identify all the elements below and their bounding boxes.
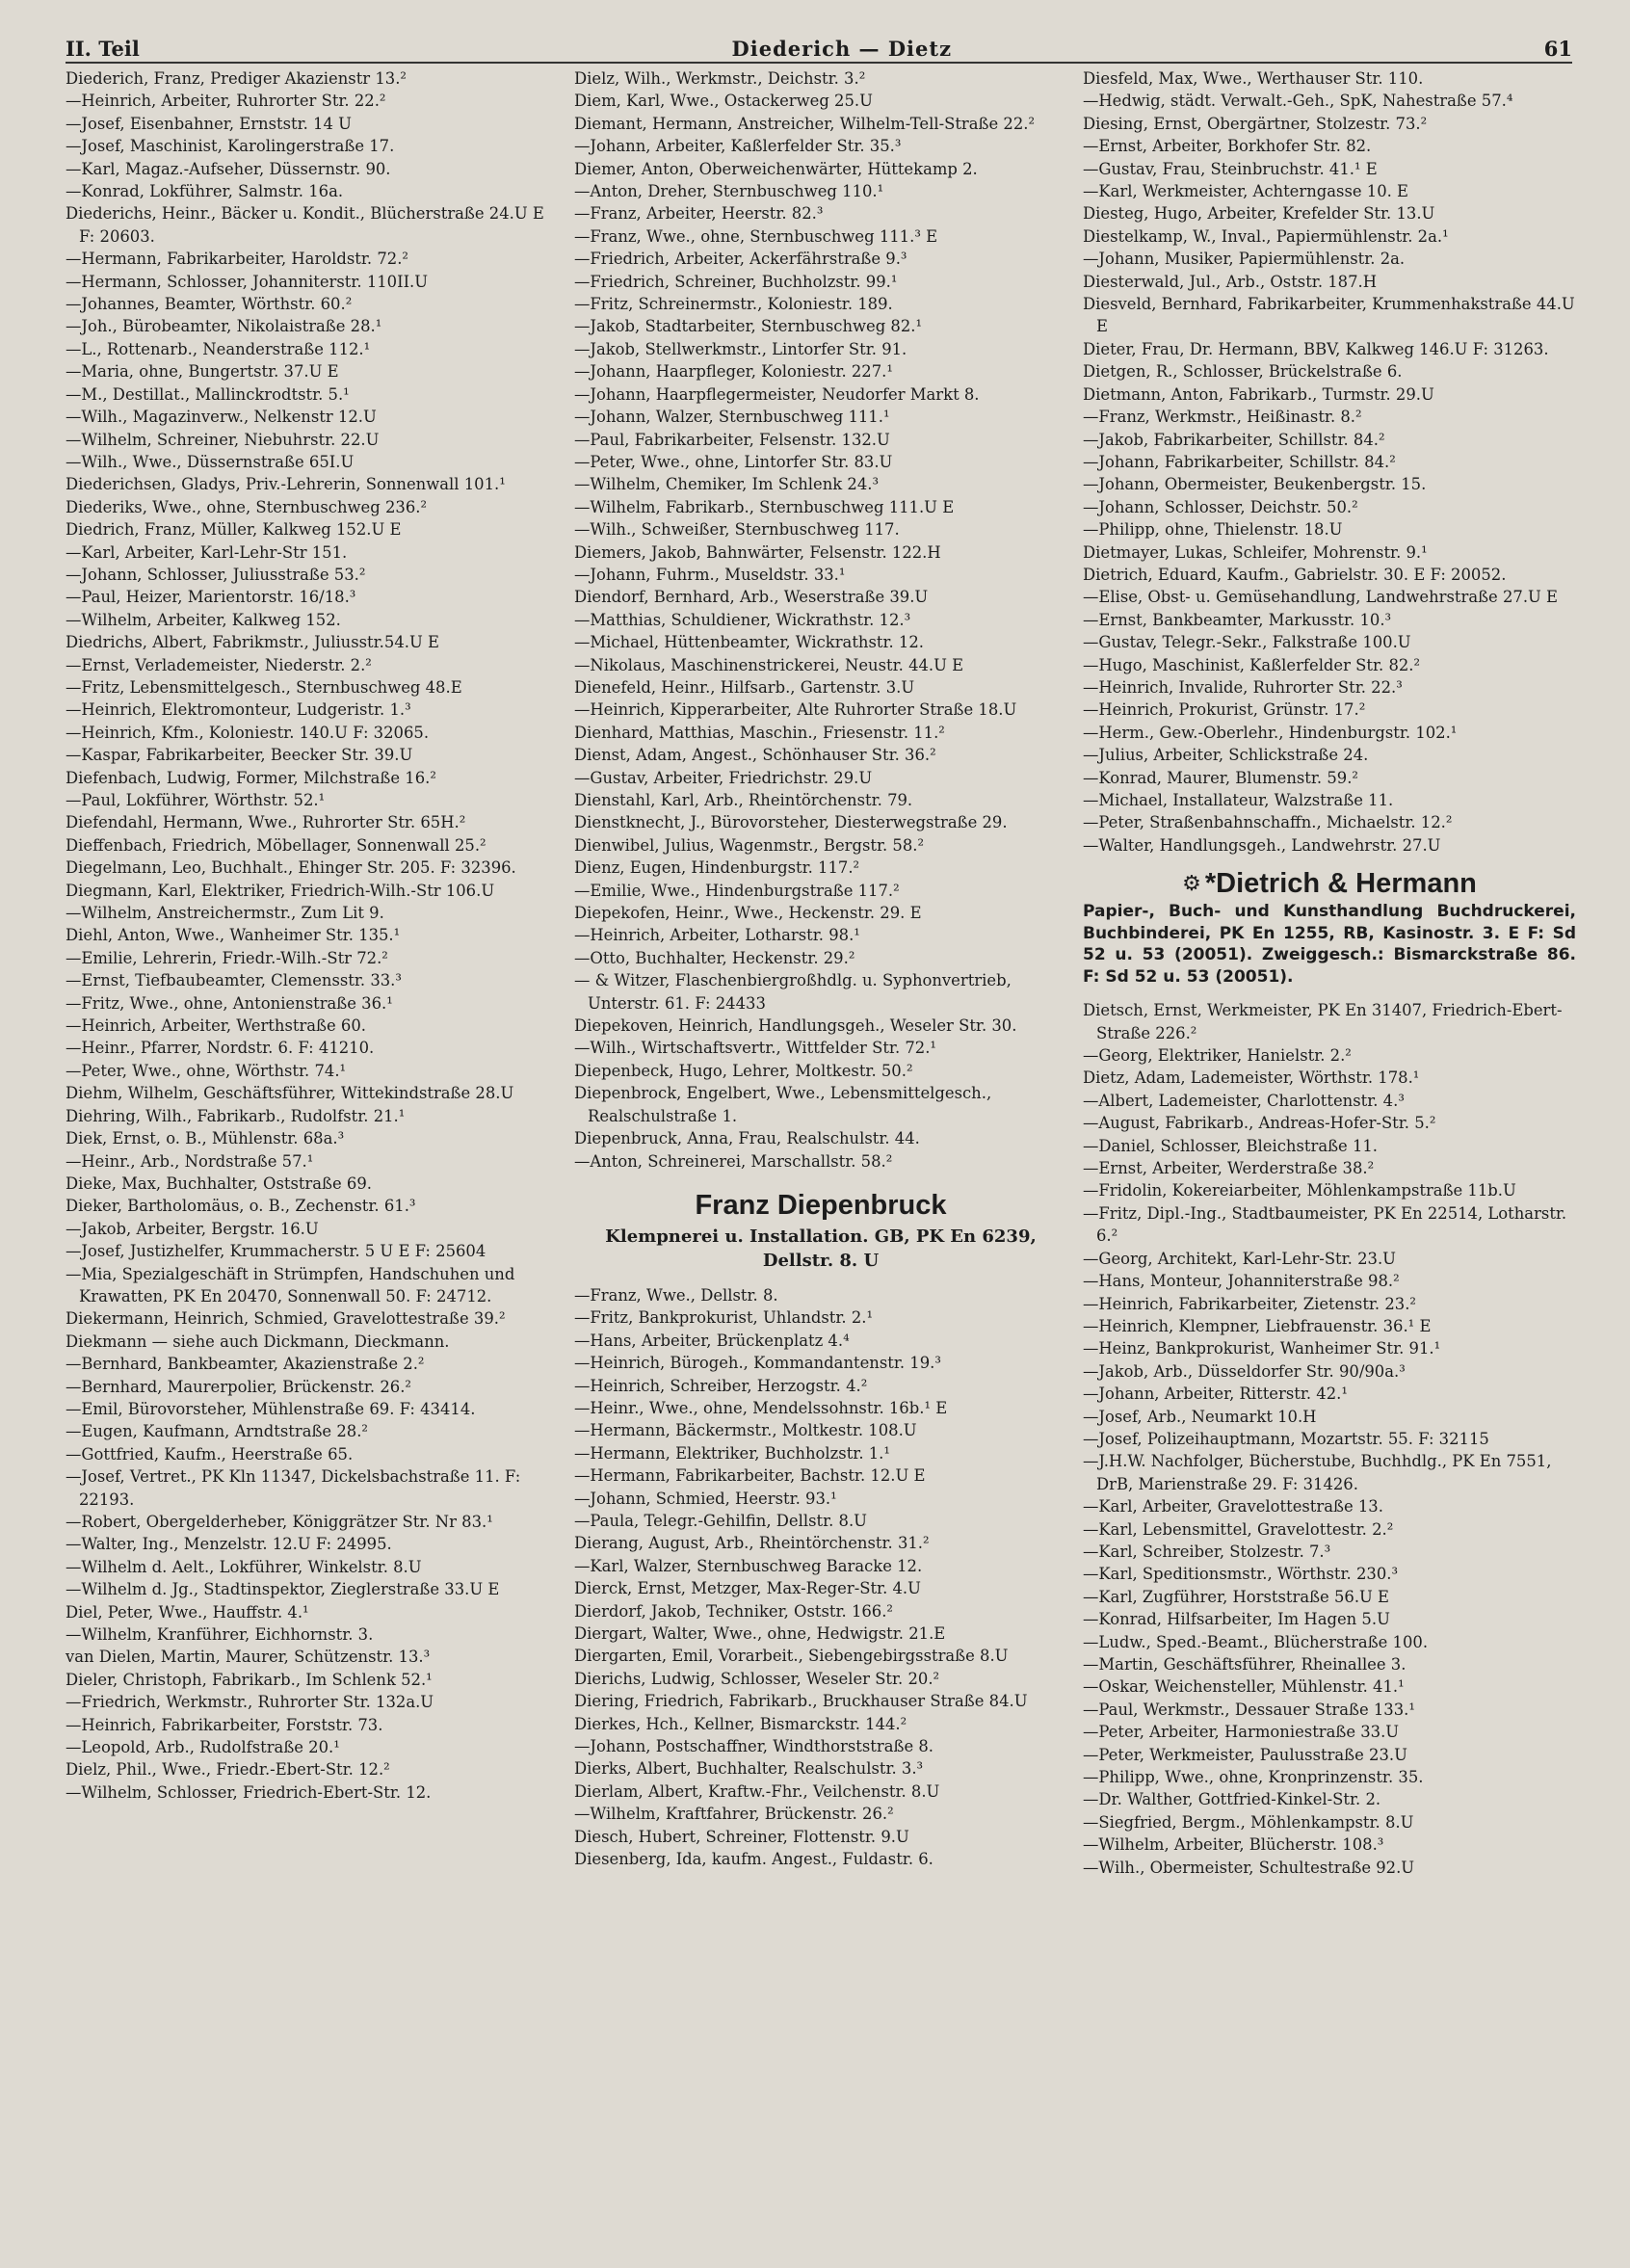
directory-entry: Dierks, Albert, Buchhalter, Realschulstr. 3.³ xyxy=(574,1759,924,1779)
directory-entry: —Ludw., Sped.-Beamt., Blücherstraße 100. xyxy=(1083,1632,1429,1651)
directory-entry: Diederiks, Wwe., ohne, Sternbuschweg 236.² xyxy=(66,497,428,516)
directory-entry: —Karl, Speditionsmstr., Wörthstr. 230.³ xyxy=(1083,1565,1399,1584)
directory-entry: —Bernhard, Bankbeamter, Akazienstraße 2.² xyxy=(66,1355,425,1374)
directory-entry: —M., Destillat., Mallinckrodtstr. 5.¹ xyxy=(66,384,350,404)
directory-entry: Diestelkamp, W., Inval., Papiermühlenstr. 2a.¹ xyxy=(1083,226,1449,246)
directory-entry: —Karl, Magaz.-Aufseher, Düssernstr. 90. xyxy=(66,159,391,178)
directory-entry: —J.H.W. Nachfolger, Bücherstube, Buchhdlg., PK En 7551, DrB, Marienstraße 29. F: 31426. xyxy=(1083,1452,1552,1493)
directory-entry: —August, Fabrikarb., Andreas-Hofer-Str. 5.² xyxy=(1083,1114,1436,1133)
directory-entry: Diesterwald, Jul., Arb., Oststr. 187.H xyxy=(1083,272,1378,291)
directory-entry: —Peter, Arbeiter, Harmoniestraße 33.U xyxy=(1083,1723,1400,1742)
directory-entry: —Heinrich, Kfm., Koloniestr. 140.U F: 32065. xyxy=(66,723,430,742)
gear-logo-icon: ⚙ xyxy=(1182,871,1201,896)
directory-entry: —Hermann, Fabrikarbeiter, Bachstr. 12.U E xyxy=(574,1466,926,1486)
directory-entry: —Johann, Musiker, Papiermühlenstr. 2a. xyxy=(1083,250,1406,269)
directory-entry: —Jakob, Arbeiter, Bergstr. 16.U xyxy=(66,1219,319,1238)
directory-entry: —Jakob, Fabrikarbeiter, Schillstr. 84.² xyxy=(1083,430,1385,449)
directory-entry: —Gustav, Frau, Steinbruchstr. 41.¹ E xyxy=(1083,159,1378,178)
directory-entry: Diepenbruck, Anna, Frau, Realschulstr. 44. xyxy=(574,1129,920,1148)
directory-entry: —Karl, Lebensmittel, Gravelottestr. 2.² xyxy=(1083,1519,1394,1539)
directory-entry: —Herm., Gew.-Oberlehr., Hindenburgstr. 102.¹ xyxy=(1083,723,1458,742)
directory-entry: Diem, Karl, Wwe., Ostackerweg 25.U xyxy=(574,92,873,111)
directory-entry: —Hermann, Bäckermstr., Moltkestr. 108.U xyxy=(574,1421,917,1440)
directory-entry: —Franz, Wwe., ohne, Sternbuschweg 111.³ E xyxy=(574,226,938,246)
directory-entry: —Peter, Werkmeister, Paulusstraße 23.U xyxy=(1083,1745,1407,1764)
directory-entry: Dietgen, R., Schlosser, Brückelstraße 6. xyxy=(1083,362,1403,382)
column-3-top xyxy=(1083,67,1576,857)
directory-entry: —Heinrich, Fabrikarbeiter, Zietenstr. 23.² xyxy=(1083,1294,1416,1313)
directory-entry: Dienhard, Matthias, Maschin., Friesenstr. 11.² xyxy=(574,723,945,742)
directory-entry: —Fritz, Bankprokurist, Uhlandstr. 2.¹ xyxy=(574,1308,874,1328)
directory-entry: Dieker, Bartholomäus, o. B., Zechenstr. 61.³ xyxy=(66,1197,416,1216)
directory-entry: —Friedrich, Werkmstr., Ruhrorter Str. 132a.U xyxy=(66,1693,434,1712)
directory-entry: —Johann, Arbeiter, Ritterstr. 42.¹ xyxy=(1083,1385,1348,1404)
directory-entry: —Johann, Postschaffner, Windthorststraße 8. xyxy=(574,1737,933,1756)
directory-entry: Dieke, Max, Buchhalter, Oststraße 69. xyxy=(66,1174,372,1193)
directory-entry: Diederichs, Heinr., Bäcker u. Kondit., Blücherstraße 24.U E F: 20603. xyxy=(66,204,544,246)
directory-entry: Dienstahl, Karl, Arb., Rheintörchenstr. 79. xyxy=(574,791,913,809)
column-2-top xyxy=(574,67,1067,1173)
column-3 xyxy=(1083,67,1576,1879)
directory-entry: Diergarten, Emil, Vorarbeit., Siebengebirgsstraße 8.U xyxy=(574,1647,1009,1666)
directory-entry: —Jakob, Stadtarbeiter, Sternbuschweg 82.¹ xyxy=(574,317,923,336)
directory-entry: —Elise, Obst- u. Gemüsehandlung, Landwehrstraße 27.U E xyxy=(1083,588,1559,607)
directory-entry: Diederichsen, Gladys, Priv.-Lehrerin, Sonnenwall 101.¹ xyxy=(66,475,506,494)
directory-entry: —Heinrich, Schreiber, Herzogstr. 4.² xyxy=(574,1376,868,1395)
directory-entry: —Walter, Handlungsgeh., Landwehrstr. 27.U xyxy=(1083,835,1441,855)
directory-entry: —Johannes, Beamter, Wörthstr. 60.² xyxy=(66,295,353,314)
directory-entry: Diehm, Wilhelm, Geschäftsführer, Wittekindstraße 28.U xyxy=(66,1084,514,1103)
directory-entry: —Heinrich, Arbeiter, Lotharstr. 98.¹ xyxy=(574,926,860,945)
directory-entry: —Hans, Monteur, Johanniterstraße 98.² xyxy=(1083,1272,1400,1291)
column-2 xyxy=(574,67,1067,1879)
directory-entry: —Peter, Wwe., ohne, Lintorfer Str. 83.U xyxy=(574,452,893,471)
directory-entry: —Karl, Werkmeister, Achterngasse 10. E xyxy=(1083,182,1409,201)
directory-entry: —Heinrich, Arbeiter, Werthstraße 60. xyxy=(66,1016,366,1036)
directory-entry: —Karl, Arbeiter, Karl-Lehr-Str 151. xyxy=(66,542,348,562)
directory-entry: —Hedwig, städt. Verwalt.-Geh., SpK, Nahestraße 57.⁴ xyxy=(1083,92,1513,111)
directory-entry: —Kaspar, Fabrikarbeiter, Beecker Str. 39.U xyxy=(66,746,413,765)
directory-entry: —Hermann, Fabrikarbeiter, Haroldstr. 72.² xyxy=(66,250,408,269)
directory-entry: Diepenbrock, Engelbert, Wwe., Lebensmittelgesch., Realschulstraße 1. xyxy=(574,1084,992,1125)
directory-entry: —Daniel, Schlosser, Bleichstraße 11. xyxy=(1083,1136,1379,1155)
directory-entry: —Franz, Arbeiter, Heerstr. 82.³ xyxy=(574,204,824,224)
directory-entry: —Ernst, Tiefbaubeamter, Clemensstr. 33.³ xyxy=(66,971,402,990)
directory-entry: —Georg, Architekt, Karl-Lehr-Str. 23.U xyxy=(1083,1249,1396,1268)
directory-entry: —Wilhelm, Anstreichermstr., Zum Lit 9. xyxy=(66,904,384,923)
directory-entry: —Wilh., Obermeister, Schultestraße 92.U xyxy=(1083,1858,1415,1877)
directory-entry: —Paul, Werkmstr., Dessauer Straße 133.¹ xyxy=(1083,1700,1415,1719)
directory-entry: —Paul, Lokführer, Wörthstr. 52.¹ xyxy=(66,791,326,809)
directory-entry: Dierkes, Hch., Kellner, Bismarckstr. 144.² xyxy=(574,1714,907,1733)
directory-entry: Dieffenbach, Friedrich, Möbellager, Sonnenwall 25.² xyxy=(66,835,486,855)
directory-entry: —Karl, Schreiber, Stolzestr. 7.³ xyxy=(1083,1542,1331,1561)
directory-entry: —Wilhelm, Schreiner, Niebuhrstr. 22.U xyxy=(66,430,380,449)
directory-entry: Dieter, Frau, Dr. Hermann, BBV, Kalkweg 146.U F: 31263. xyxy=(1083,339,1549,358)
directory-entry: —Matthias, Schuldiener, Wickrathstr. 12.³ xyxy=(574,610,911,629)
directory-entry: Diepekoven, Heinrich, Handlungsgeh., Weseler Str. 30. xyxy=(574,1016,1017,1036)
directory-entry: —Heinr., Arb., Nordstraße 57.¹ xyxy=(66,1151,314,1171)
directory-entry: Diegelmann, Leo, Buchhalt., Ehinger Str. 205. F: 32396. xyxy=(66,858,516,878)
directory-entry: —Michael, Installateur, Walzstraße 11. xyxy=(1083,791,1394,809)
directory-entry: Diesveld, Bernhard, Fabrikarbeiter, Krummenhakstraße 44.U E xyxy=(1083,295,1575,336)
directory-entry: Dielz, Phil., Wwe., Friedr.-Ebert-Str. 12.² xyxy=(66,1760,390,1780)
directory-entry: —Michael, Hüttenbeamter, Wickrathstr. 12. xyxy=(574,633,924,652)
ad-body: Klempnerei u. Installation. GB, PK En 6239, Dellstr. 8. U xyxy=(605,1226,1037,1271)
page-header xyxy=(66,37,1572,64)
directory-entry: Dierang, August, Arb., Rheintörchenstr. 31.² xyxy=(574,1534,930,1553)
directory-entry: —Fridolin, Kokereiarbeiter, Möhlenkampstraße 11b.U xyxy=(1083,1181,1516,1200)
directory-entry: —Franz, Wwe., Dellstr. 8. xyxy=(574,1285,778,1305)
directory-entry: Diepekofen, Heinr., Wwe., Heckenstr. 29. E xyxy=(574,904,922,923)
directory-entry: —Philipp, ohne, Thielenstr. 18.U xyxy=(1083,520,1343,540)
directory-entry: Diedrich, Franz, Müller, Kalkweg 152.U E xyxy=(66,520,402,540)
directory-entry: —Fritz, Lebensmittelgesch., Sternbuschweg 48.E xyxy=(66,677,462,697)
directory-entry: —Wilhelm, Arbeiter, Kalkweg 152. xyxy=(66,610,341,629)
directory-entry: —Friedrich, Arbeiter, Ackerfährstraße 9.³ xyxy=(574,250,907,269)
directory-entry: Diemers, Jakob, Bahnwärter, Felsenstr. 122.H xyxy=(574,542,941,562)
directory-entry: Dierck, Ernst, Metzger, Max-Reger-Str. 4.U xyxy=(574,1579,921,1598)
directory-entry: —Peter, Straßenbahnschaffn., Michaelstr. 12.² xyxy=(1083,813,1453,832)
ad-title xyxy=(1083,866,1576,901)
directory-entry: —Wilhelm, Chemiker, Im Schlenk 24.³ xyxy=(574,475,880,494)
directory-entry: —Ernst, Arbeiter, Werderstraße 38.² xyxy=(1083,1159,1375,1178)
directory-entry: —Wilhelm, Fabrikarb., Sternbuschweg 111.U E xyxy=(574,497,955,516)
directory-entry: —Emilie, Lehrerin, Friedr.-Wilh.-Str 72.² xyxy=(66,948,388,967)
directory-entry: —Philipp, Wwe., ohne, Kronprinzenstr. 35. xyxy=(1083,1768,1424,1787)
directory-entry: Dienz, Eugen, Hindenburgstr. 117.² xyxy=(574,858,860,878)
directory-entry: —Emil, Bürovorsteher, Mühlenstraße 69. F: 43414. xyxy=(66,1399,476,1418)
directory-entry: —Wilhelm, Kraftfahrer, Brückenstr. 26.² xyxy=(574,1805,894,1824)
column-1 xyxy=(66,67,559,1879)
directory-entry: Dietmayer, Lukas, Schleifer, Mohrenstr. 9.¹ xyxy=(1083,542,1428,562)
directory-entry: —Paula, Telegr.-Gehilfin, Dellstr. 8.U xyxy=(574,1511,867,1530)
directory-entry: —Wilh., Schweißer, Sternbuschweg 117. xyxy=(574,520,900,540)
directory-entry: —Josef, Vertret., PK Kln 11347, Dickelsbachstraße 11. F: 22193. xyxy=(66,1467,521,1509)
directory-entry: Dienefeld, Heinr., Hilfsarb., Gartenstr. 3.U xyxy=(574,677,915,697)
directory-entry: —Mia, Spezialgeschäft in Strümpfen, Handschuhen und Krawatten, PK En 20470, Sonnenwall 50. F: 24712. xyxy=(66,1264,515,1305)
ad-body: Papier-, Buch- und Kunsthandlung Buchdruckerei, Buchbinderei, PK En 1255, RB, Kasinostr. 3. E F: Sd 52 u. 53 (20051). Zweiggesch.: Bismarckstraße 86. F: Sd 52 u. 53 (20051). xyxy=(1083,902,1576,987)
directory-entry: —Fritz, Dipl.-Ing., Stadtbaumeister, PK En 22514, Lotharstr. 6.² xyxy=(1083,1203,1567,1246)
directory-entry: —Johann, Haarpfleger, Koloniestr. 227.¹ xyxy=(574,362,893,382)
directory-entry: —Heinrich, Fabrikarbeiter, Forststr. 73. xyxy=(66,1715,383,1734)
directory-entry: —Hans, Arbeiter, Brückenplatz 4.⁴ xyxy=(574,1331,850,1350)
directory-entry: —Wilhelm, Kranführer, Eichhornstr. 3. xyxy=(66,1625,374,1645)
directory-entry: —Emilie, Wwe., Hindenburgstraße 117.² xyxy=(574,881,900,900)
directory-entry: —Heinrich, Klempner, Liebfrauenstr. 36.¹ E xyxy=(1083,1316,1432,1335)
page-number: 61 xyxy=(1543,37,1572,61)
advertisement-dietrich-hermann xyxy=(1083,866,1576,988)
directory-entry: Dielz, Wilh., Werkmstr., Deichstr. 3.² xyxy=(574,69,866,88)
directory-entry: —L., Rottenarb., Neanderstraße 112.¹ xyxy=(66,339,371,358)
directory-entry: —Fritz, Schreinermstr., Koloniestr. 189. xyxy=(574,295,893,314)
directory-entry: —Karl, Walzer, Sternbuschweg Baracke 12. xyxy=(574,1556,923,1575)
directory-entry: —Leopold, Arb., Rudolfstraße 20.¹ xyxy=(66,1738,340,1757)
directory-entry: —Johann, Haarpflegermeister, Neudorfer Markt 8. xyxy=(574,384,980,404)
directory-entry: —Oskar, Weichensteller, Mühlenstr. 41.¹ xyxy=(1083,1677,1405,1697)
directory-entry: —Wilh., Wirtschaftsvertr., Wittfelder Str. 72.¹ xyxy=(574,1039,936,1058)
directory-entry: —Josef, Justizhelfer, Krummacherstr. 5 U E F: 25604 xyxy=(66,1242,486,1261)
directory-entry: —Joh., Bürobeamter, Nikolaistraße 28.¹ xyxy=(66,317,382,336)
directory-entry: —Johann, Schlosser, Juliusstraße 53.² xyxy=(66,565,366,584)
directory-entry: Dietsch, Ernst, Werkmeister, PK En 31407, Friedrich-Ebert-Straße 226.² xyxy=(1083,1001,1563,1042)
directory-entry: —Gustav, Telegr.-Sekr., Falkstraße 100.U xyxy=(1083,633,1411,652)
directory-entry: —Josef, Arb., Neumarkt 10.H xyxy=(1083,1407,1317,1426)
directory-entry: Diek, Ernst, o. B., Mühlenstr. 68a.³ xyxy=(66,1129,345,1148)
directory-entry: —Siegfried, Bergm., Möhlenkampstr. 8.U xyxy=(1083,1812,1414,1832)
directory-entry: —Josef, Polizeihauptmann, Mozartstr. 55. F: 32115 xyxy=(1083,1429,1489,1448)
directory-entry: —Heinrich, Prokurist, Grünstr. 17.² xyxy=(1083,700,1366,720)
directory-entry: Dienst, Adam, Angest., Schönhauser Str. 36.² xyxy=(574,746,936,765)
directory-entry: —Johann, Arbeiter, Kaßlerfelder Str. 35.³ xyxy=(574,137,902,156)
directory-entry: Diergart, Walter, Wwe., ohne, Hedwigstr. 21.E xyxy=(574,1624,946,1643)
directory-entry: —Johann, Walzer, Sternbuschweg 111.¹ xyxy=(574,408,890,427)
directory-entry: Dieler, Christoph, Fabrikarb., Im Schlenk 52.¹ xyxy=(66,1670,433,1689)
directory-entry: Dietrich, Eduard, Kaufm., Gabrielstr. 30. E F: 20052. xyxy=(1083,565,1507,584)
directory-entry: Dienwibel, Julius, Wagenmstr., Bergstr. 58.² xyxy=(574,835,925,855)
directory-entry: Diering, Friedrich, Fabrikarb., Bruckhauser Straße 84.U xyxy=(574,1692,1028,1711)
name-range: Diederich — Dietz xyxy=(731,37,953,61)
directory-entry: —Johann, Fabrikarbeiter, Schillstr. 84.² xyxy=(1083,452,1396,471)
directory-entry: —Maria, ohne, Bungertstr. 37.U E xyxy=(66,362,339,382)
directory-entry: —Wilhelm, Schlosser, Friedrich-Ebert-Str. 12. xyxy=(66,1782,432,1802)
directory-entry: —Johann, Fuhrm., Museldstr. 33.¹ xyxy=(574,565,846,584)
directory-entry: —Ernst, Verlademeister, Niederstr. 2.² xyxy=(66,655,372,674)
directory-entry: Diesenberg, Ida, kaufm. Angest., Fuldastr. 6. xyxy=(574,1850,933,1869)
directory-entry: —Wilhelm d. Aelt., Lokführer, Winkelstr. 8.U xyxy=(66,1557,422,1576)
directory-entry: —Konrad, Maurer, Blumenstr. 59.² xyxy=(1083,768,1358,787)
directory-entry: Dierichs, Ludwig, Schlosser, Weseler Str. 20.² xyxy=(574,1669,940,1688)
directory-entry: —Gustav, Arbeiter, Friedrichstr. 29.U xyxy=(574,768,873,787)
directory-entry: Dienstknecht, J., Bürovorsteher, Diesterwegstraße 29. xyxy=(574,813,1008,832)
directory-entry: —Heinz, Bankprokurist, Wanheimer Str. 91.¹ xyxy=(1083,1339,1441,1358)
directory-entry: —Hermann, Elektriker, Buchholzstr. 1.¹ xyxy=(574,1443,890,1463)
directory-entry: —Jakob, Stellwerkmstr., Lintorfer Str. 91. xyxy=(574,339,907,358)
ad-title-text: *Dietrich & Hermann xyxy=(1204,868,1477,900)
directory-entry: —Anton, Dreher, Sternbuschweg 110.¹ xyxy=(574,182,884,201)
directory-entry: —Wilhelm, Arbeiter, Blücherstr. 108.³ xyxy=(1083,1835,1384,1855)
directory-entry: —Peter, Wwe., ohne, Wörthstr. 74.¹ xyxy=(66,1061,347,1080)
advertisement-franz-diepenbruck xyxy=(574,1186,1067,1273)
directory-entry: —Otto, Buchhalter, Heckenstr. 29.² xyxy=(574,948,855,967)
directory-entry: Diesing, Ernst, Obergärtner, Stolzestr. 73.² xyxy=(1083,114,1428,133)
directory-entry: Diehring, Wilh., Fabrikarb., Rudolfstr. 21.¹ xyxy=(66,1106,406,1125)
directory-entry: —Josef, Maschinist, Karolingerstraße 17. xyxy=(66,137,395,156)
directory-entry: Diefenbach, Ludwig, Former, Milchstraße 16.² xyxy=(66,768,436,787)
directory-entry: —Konrad, Lokführer, Salmstr. 16a. xyxy=(66,182,344,201)
directory-entry: —Hermann, Schlosser, Johanniterstr. 110II.U xyxy=(66,272,429,291)
directory-entry: —Walter, Ing., Menzelstr. 12.U F: 24995. xyxy=(66,1535,392,1554)
directory-entry: —Albert, Lademeister, Charlottenstr. 4.³ xyxy=(1083,1091,1405,1110)
column-3-bottom xyxy=(1083,999,1576,1879)
column-2-bottom xyxy=(574,1284,1067,1871)
directory-entry: —Anton, Schreinerei, Marschallstr. 58.² xyxy=(574,1151,893,1171)
directory-entry: Dietz, Adam, Lademeister, Wörthstr. 178.¹ xyxy=(1083,1068,1420,1088)
directory-entry: Diesfeld, Max, Wwe., Werthauser Str. 110. xyxy=(1083,69,1424,88)
directory-entry: Diekermann, Heinrich, Schmied, Gravelottestraße 39.² xyxy=(66,1309,506,1329)
directory-entry: Diegmann, Karl, Elektriker, Friedrich-Wilh.-Str 106.U xyxy=(66,881,495,900)
directory-entry: Diederich, Franz, Prediger Akazienstr 13.² xyxy=(66,69,407,88)
directory-entry: —Josef, Eisenbahner, Ernststr. 14 U xyxy=(66,114,352,133)
directory-entry: —Johann, Obermeister, Beukenbergstr. 15. xyxy=(1083,475,1427,494)
entry-columns xyxy=(66,67,1576,1879)
directory-entry: —Heinrich, Bürogeh., Kommandantenstr. 19.³ xyxy=(574,1354,941,1373)
directory-entry: Diedrichs, Albert, Fabrikmstr., Juliusstr.54.U E xyxy=(66,633,439,652)
directory-entry: —Konrad, Hilfsarbeiter, Im Hagen 5.U xyxy=(1083,1610,1390,1629)
directory-entry: —Johann, Schmied, Heerstr. 93.¹ xyxy=(574,1489,837,1508)
directory-entry: — & Witzer, Flaschenbiergroßhdlg. u. Syphonvertrieb, Unterstr. 61. F: 24433 xyxy=(574,971,1012,1013)
directory-entry: —Wilh., Magazinverw., Nelkenstr 12.U xyxy=(66,408,377,427)
directory-entry: Diemer, Anton, Oberweichenwärter, Hüttekamp 2. xyxy=(574,159,978,178)
directory-entry: —Nikolaus, Maschinenstrickerei, Neustr. 44.U E xyxy=(574,655,964,674)
directory-entry: —Heinrich, Invalide, Ruhrorter Str. 22.³ xyxy=(1083,677,1403,697)
directory-entry: —Wilh., Wwe., Düssernstraße 65I.U xyxy=(66,452,355,471)
directory-entry: —Paul, Heizer, Marientorstr. 16/18.³ xyxy=(66,588,356,607)
directory-entry: Diefendahl, Hermann, Wwe., Ruhrorter Str. 65H.² xyxy=(66,813,466,832)
directory-entry: —Julius, Arbeiter, Schlickstraße 24. xyxy=(1083,746,1369,765)
directory-entry: —Bernhard, Maurerpolier, Brückenstr. 26.² xyxy=(66,1377,411,1396)
directory-entry: —Heinr., Pfarrer, Nordstr. 6. F: 41210. xyxy=(66,1039,375,1058)
directory-entry: —Robert, Obergelderheber, Königgrätzer Str. Nr 83.¹ xyxy=(66,1513,493,1531)
directory-entry: —Martin, Geschäftsführer, Rheinallee 3. xyxy=(1083,1655,1407,1674)
directory-entry: —Heinrich, Elektromonteur, Ludgeristr. 1.³ xyxy=(66,700,411,720)
directory-entry: —Fritz, Wwe., ohne, Antonienstraße 36.¹ xyxy=(66,993,393,1013)
directory-entry: —Ernst, Arbeiter, Borkhofer Str. 82. xyxy=(1083,137,1372,156)
directory-entry: van Dielen, Martin, Maurer, Schützenstr. 13.³ xyxy=(66,1648,431,1667)
directory-entry: —Georg, Elektriker, Hanielstr. 2.² xyxy=(1083,1046,1352,1066)
directory-entry: Dierlam, Albert, Kraftw.-Fhr., Veilchenstr. 8.U xyxy=(574,1781,940,1801)
directory-entry: —Ernst, Bankbeamter, Markusstr. 10.³ xyxy=(1083,610,1392,629)
directory-entry: —Jakob, Arb., Düsseldorfer Str. 90/90a.³ xyxy=(1083,1361,1406,1381)
directory-entry: —Wilhelm d. Jg., Stadtinspektor, Zieglerstraße 33.U E xyxy=(66,1580,500,1599)
section-label: II. Teil xyxy=(66,37,140,61)
directory-entry: Diesteg, Hugo, Arbeiter, Krefelder Str. 13.U xyxy=(1083,204,1435,224)
directory-entry: —Karl, Arbeiter, Gravelottestraße 13. xyxy=(1083,1497,1383,1516)
directory-entry: —Paul, Fabrikarbeiter, Felsenstr. 132.U xyxy=(574,430,890,449)
directory-entry: —Gottfried, Kaufm., Heerstraße 65. xyxy=(66,1444,354,1464)
directory-entry: —Dr. Walther, Gottfried-Kinkel-Str. 2. xyxy=(1083,1790,1381,1809)
directory-entry: Dietmann, Anton, Fabrikarb., Turmstr. 29.U xyxy=(1083,384,1434,404)
directory-entry: Diendorf, Bernhard, Arb., Weserstraße 39.U xyxy=(574,588,929,607)
directory-entry: —Franz, Werkmstr., Heißinastr. 8.² xyxy=(1083,408,1362,427)
directory-entry: Diel, Peter, Wwe., Hauffstr. 4.¹ xyxy=(66,1602,309,1622)
directory-entry: Dierdorf, Jakob, Techniker, Oststr. 166.² xyxy=(574,1601,894,1621)
directory-entry: Diemant, Hermann, Anstreicher, Wilhelm-Tell-Straße 22.² xyxy=(574,114,1036,133)
directory-entry: Diepenbeck, Hugo, Lehrer, Moltkestr. 50.² xyxy=(574,1061,913,1080)
directory-entry: —Heinr., Wwe., ohne, Mendelssohnstr. 16b.¹ E xyxy=(574,1398,948,1417)
directory-entry: —Heinrich, Arbeiter, Ruhrorter Str. 22.² xyxy=(66,92,386,111)
directory-entry: —Karl, Zugführer, Horststraße 56.U E xyxy=(1083,1587,1390,1606)
directory-entry: Diesch, Hubert, Schreiner, Flottenstr. 9.U xyxy=(574,1827,909,1846)
directory-entry: —Hugo, Maschinist, Kaßlerfelder Str. 82.² xyxy=(1083,655,1421,674)
ad-title: Franz Diepenbruck xyxy=(695,1189,947,1221)
directory-entry: —Friedrich, Schreiner, Buchholzstr. 99.¹ xyxy=(574,272,898,291)
directory-entry: Diekmann — siehe auch Dickmann, Dieckmann. xyxy=(66,1332,450,1351)
directory-entry: —Johann, Schlosser, Deichstr. 50.² xyxy=(1083,497,1358,516)
directory-entry: —Heinrich, Kipperarbeiter, Alte Ruhrorter Straße 18.U xyxy=(574,700,1017,720)
directory-entry: Diehl, Anton, Wwe., Wanheimer Str. 135.¹ xyxy=(66,926,401,945)
directory-entry: —Eugen, Kaufmann, Arndtstraße 28.² xyxy=(66,1422,368,1441)
